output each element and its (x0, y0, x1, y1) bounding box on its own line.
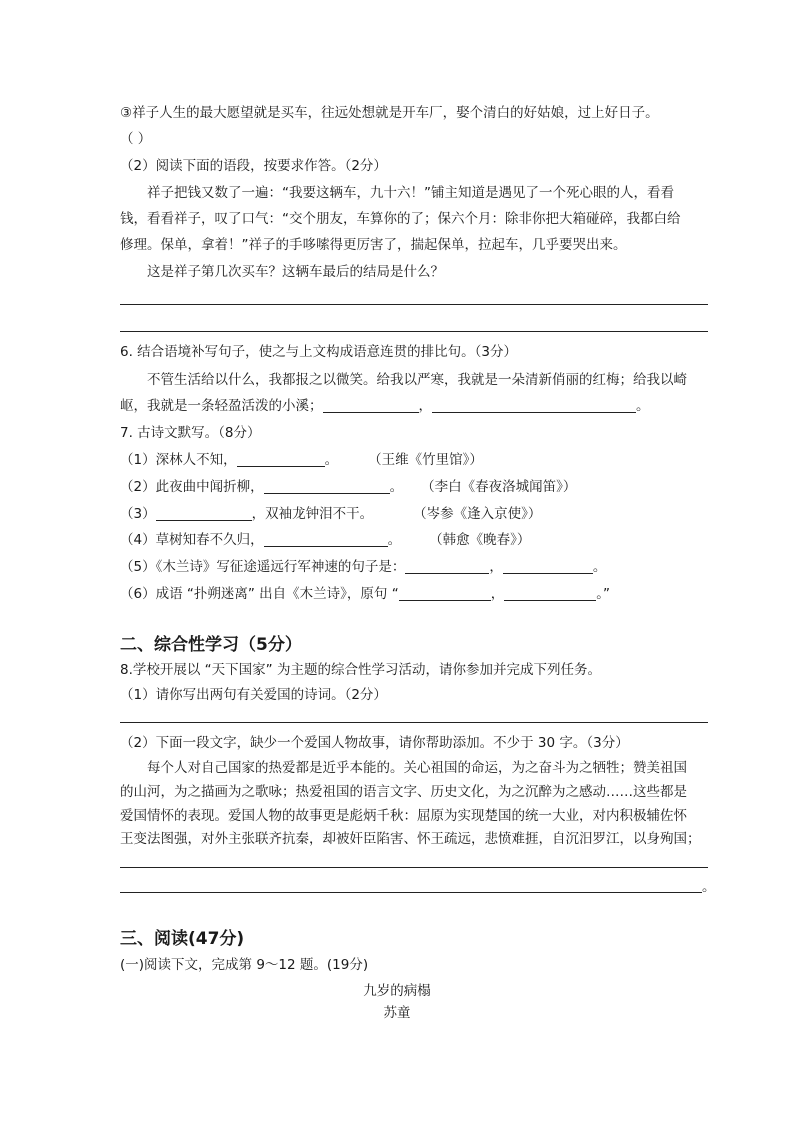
q8-passage-line-4: 王变法图强，对外主张联齐抗秦，却被奸臣陷害、怀王疏远，悲愤难捱，自沉汨罗江，以身殉国； (120, 831, 701, 847)
q7-item-5-text: （5）《木兰诗》写征途遥远行军神速的句子是： (120, 559, 406, 575)
q7-item-2-blank[interactable] (264, 479, 390, 494)
q5-answer-line-1[interactable] (120, 304, 708, 305)
q7-item-1-text: （1）深林人不知， (120, 452, 237, 468)
q8-passage-line-2: 的山河，为之描画为之歌咏；热爱祖国的语言文字、历史文化，为之沉醉为之感动……这些都是 (120, 784, 687, 800)
q8-sub1-answer-line[interactable] (120, 722, 708, 723)
q7-item-6-end: 。” (596, 586, 610, 602)
q5-item3: ③祥子人生的最大愿望就是买车，往远处想就是开车厂，娶个清白的好姑娘，过上好日子。 (120, 105, 659, 121)
q7-item-4-blank[interactable] (264, 532, 388, 547)
q5-passage-line-3: 修理。保单，拿着！”祥子的手哆嗦得更厉害了，揣起保单，拉起车，几乎要哭出来。 (120, 237, 627, 253)
section-2-heading: 二、综合性学习（5分） (120, 635, 302, 655)
q7-item-6-blank-2[interactable] (504, 586, 596, 601)
q7-item-2-source: （李白《春夜洛城闻笛》） (421, 479, 577, 495)
q7-item-5 (120, 558, 606, 576)
q7-item-2-text: （2）此夜曲中闻折柳， (120, 479, 264, 495)
q7-item-6 (120, 585, 610, 603)
q7-item-5-comma: ， (489, 559, 503, 575)
q8-sub2-answer-line-2[interactable] (120, 892, 702, 893)
q5-question: 这是祥子第几次买车？这辆车最后的结局是什么？ (147, 264, 444, 280)
section-3-heading: 三、阅读(47分) (120, 929, 245, 949)
q5-sub2: （2）阅读下面的语段，按要求作答。（2分） (120, 158, 387, 174)
q7-item-2-end: 。 (389, 479, 404, 495)
q8-title: 8.学校开展以 “天下国家” 为主题的综合性学习活动，请你参加并完成下列任务。 (120, 662, 601, 678)
q8-passage-line-1: 每个人对自己国家的热爱都是近乎本能的。关心祖国的命运，为之奋斗为之牺牲；赞美祖国 (147, 760, 687, 776)
q7-item-1-source: （王维《竹里馆》） (368, 452, 483, 468)
q7-item-1-end: 。 (324, 452, 339, 468)
q8-sub2-answer-line-1[interactable] (120, 867, 708, 868)
q7-title: 7. 古诗文默写。（8分） (120, 425, 261, 441)
q5-answer-line-2[interactable] (120, 331, 708, 332)
q6-line-2 (120, 397, 650, 415)
q8-end-mark: 。 (702, 879, 716, 895)
q6-blank-1[interactable] (323, 398, 419, 413)
q6-comma: ， (418, 398, 432, 414)
q7-item-6-text: （6）成语 “扑朔迷离” 出自《木兰诗》，原句 “ (120, 586, 399, 602)
q7-item-4-source: （韩愈《晚春》） (429, 532, 531, 548)
q7-item-3-text: ，双袖龙钟泪不干。 (251, 506, 374, 522)
q7-item-5-blank-2[interactable] (503, 559, 593, 574)
q7-item-3-num: （3） (120, 506, 156, 522)
q6-blank-2[interactable] (432, 398, 636, 413)
article-title: 九岁的病榻 (363, 983, 431, 999)
q8-passage-line-3: 爱国情怀的表现。爱国人物的故事更是彪炳千秋：屈原为实现楚国的统一大业，对内积极辅佐怀 (120, 808, 687, 824)
q6-line-2-text: 岖，我就是一条轻盈活泼的小溪； (120, 398, 323, 414)
q6-period: 。 (636, 398, 650, 414)
q7-item-2 (120, 478, 576, 496)
q7-item-5-end: 。 (592, 559, 607, 575)
q7-item-6-comma: ， (490, 586, 505, 602)
q7-item-5-blank-1[interactable] (405, 559, 489, 574)
q7-item-4-end: 。 (387, 532, 402, 548)
q7-item-3-blank[interactable] (156, 506, 252, 521)
q6-title: 6. 结合语境补写句子，使之与上文构成语意连贯的排比句。（3分） (120, 344, 518, 360)
q7-item-4-text: （4）草树知春不久归， (120, 532, 264, 548)
q8-sub1: （1）请你写出两句有关爱国的诗词。（2分） (120, 687, 387, 703)
q5-item3-answer-paren[interactable]: （ ） (120, 131, 152, 147)
q7-item-1 (120, 451, 483, 469)
q5-passage-line-2: 钱，看看祥子，叹了口气：“交个朋友，车算你的了；保六个月：除非你把大箱碰碎，我都白给 (120, 211, 681, 227)
q7-item-4 (120, 531, 530, 549)
q7-item-3-source: （岑参《逢入京使》） (413, 506, 542, 522)
article-author: 苏童 (383, 1005, 411, 1021)
q8-sub2: （2）下面一段文字，缺少一个爱国人物故事，请你帮助添加。不少于 30 字。（3分） (120, 735, 629, 751)
q5-passage-line-1: 祥子把钱又数了一遍：“我要这辆车，九十六！”铺主知道是遇见了一个死心眼的人，看看 (147, 185, 674, 201)
q7-item-1-blank[interactable] (237, 452, 325, 467)
reading-part-1-instruction: (一)阅读下文，完成第 9～12 题。(19分) (120, 957, 369, 973)
q6-line-1: 不管生活给以什么，我都报之以微笑。给我以严寒，我就是一朵清新俏丽的红梅；给我以崎 (147, 372, 687, 388)
q7-item-6-blank-1[interactable] (399, 586, 491, 601)
q7-item-3 (120, 505, 541, 523)
